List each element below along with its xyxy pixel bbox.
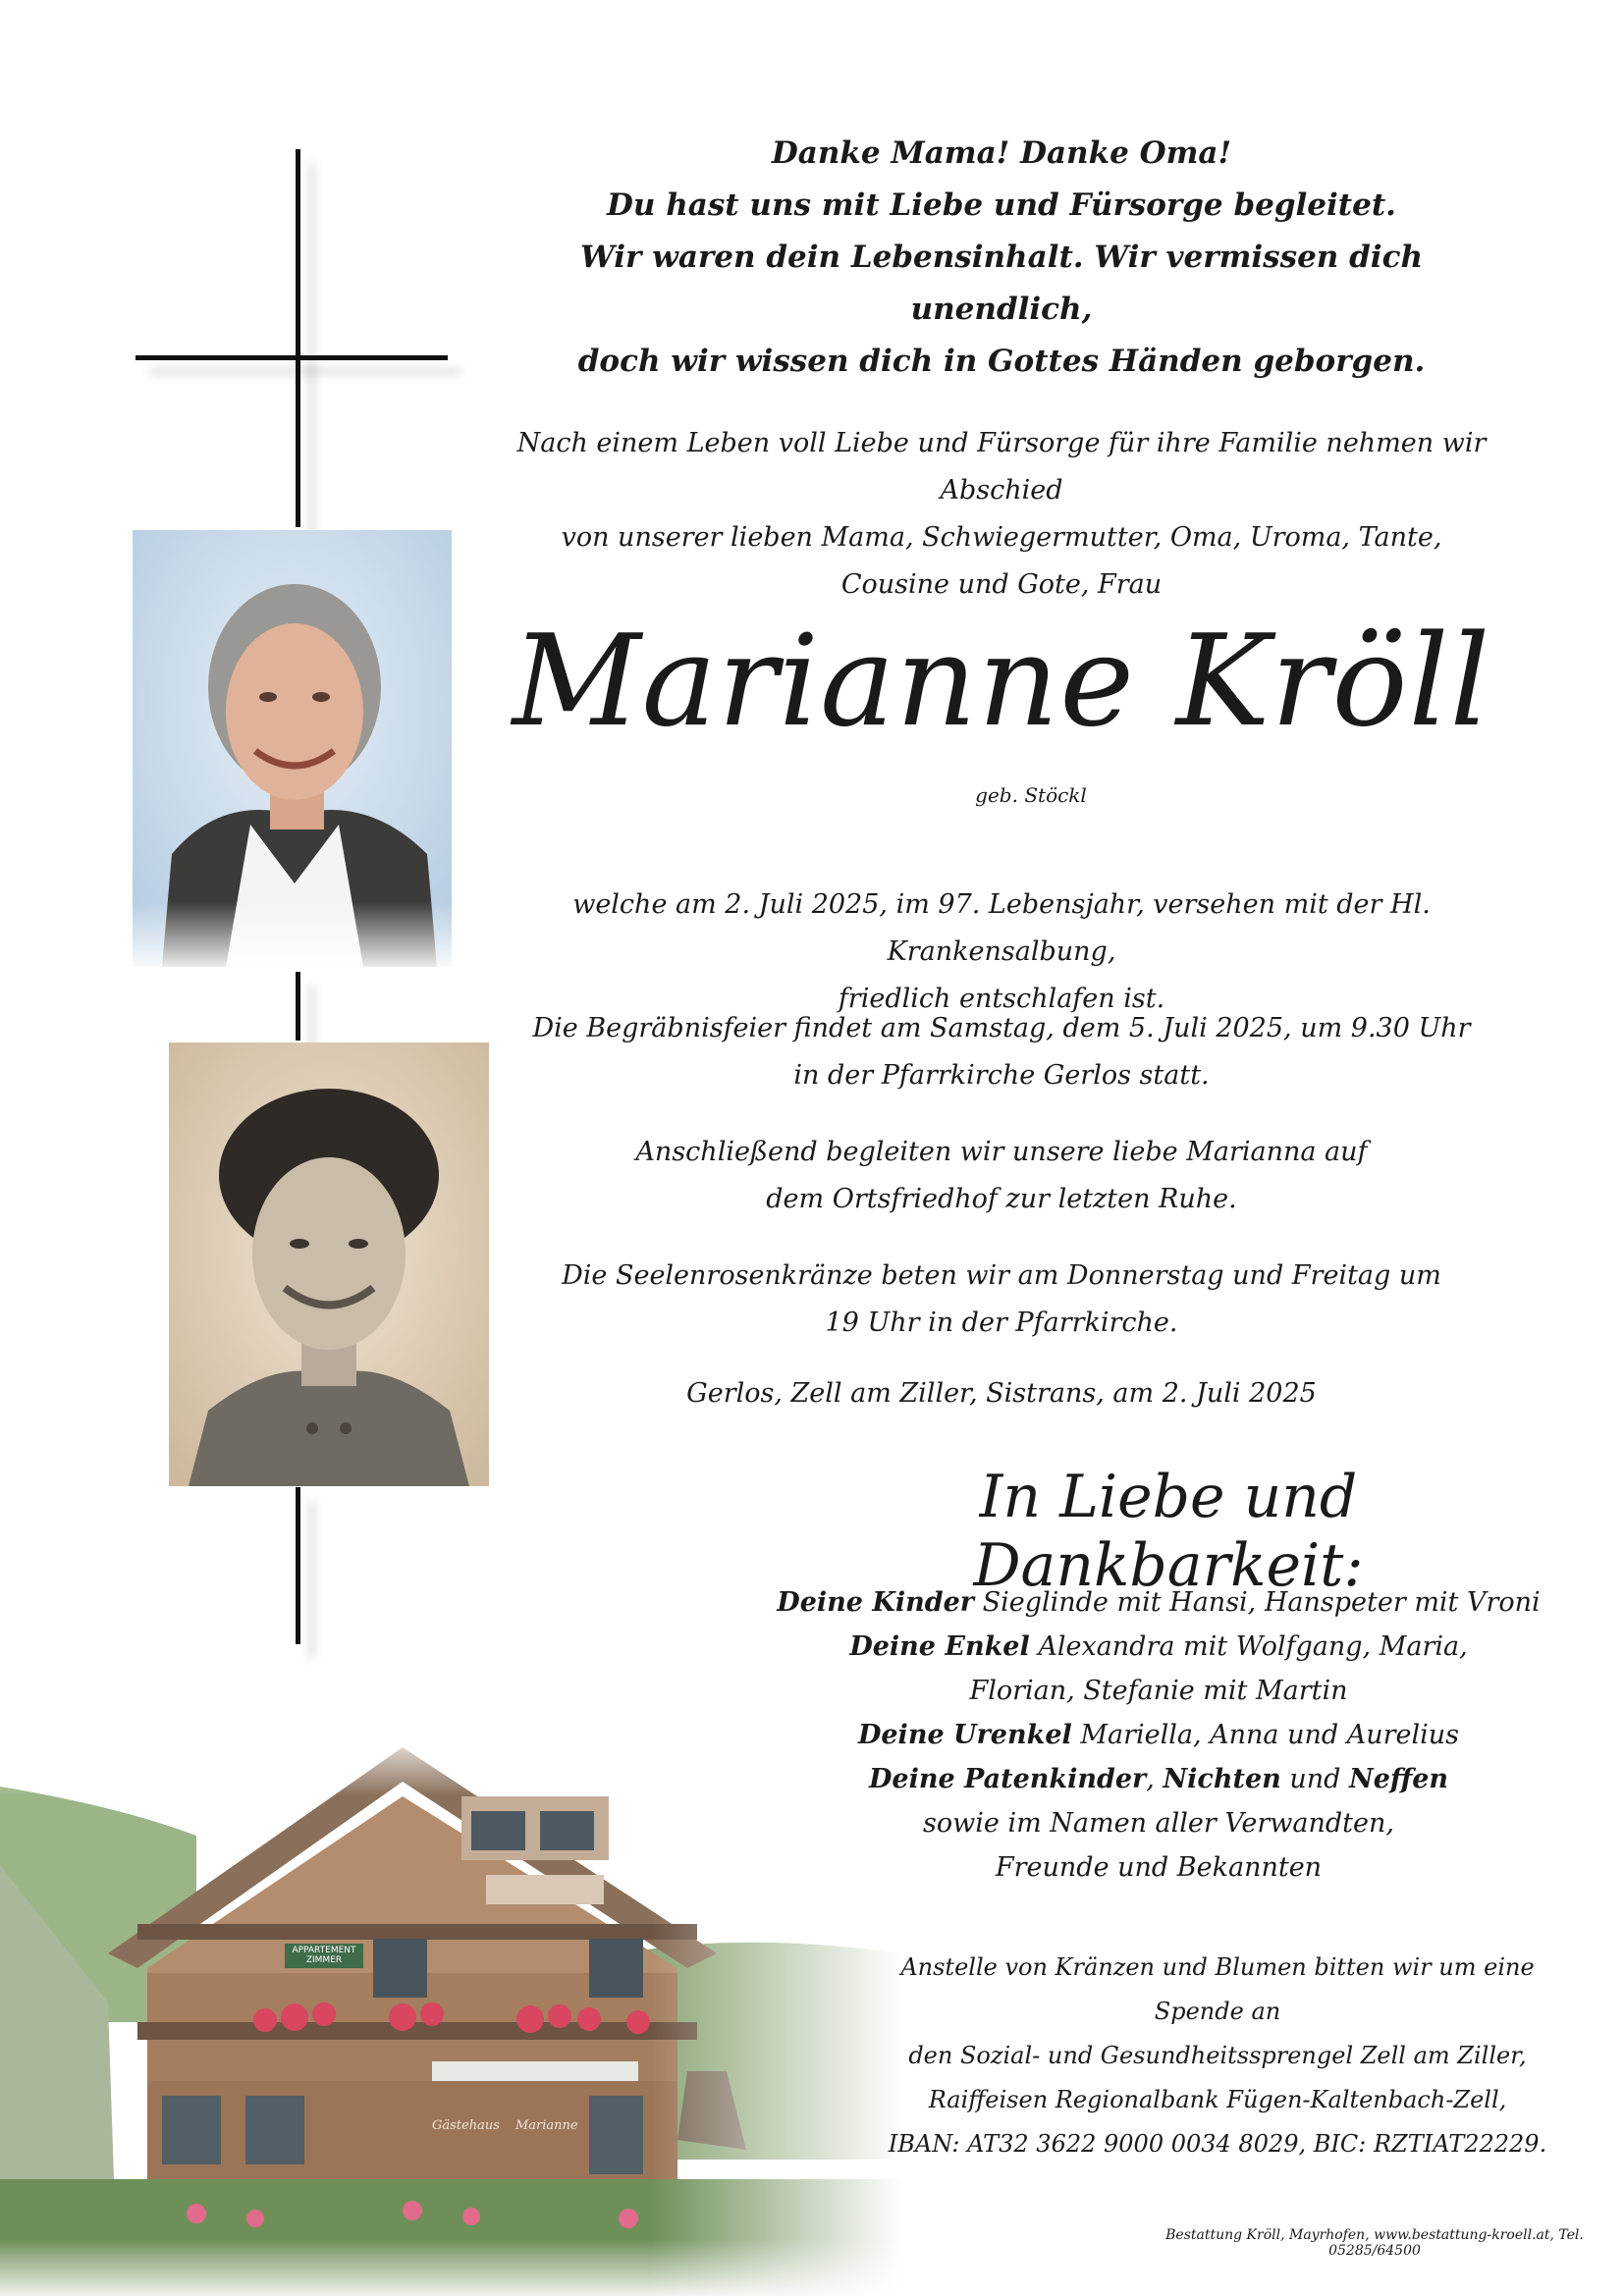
intro-text	[491, 420, 1512, 609]
place-date: Gerlos, Zell am Ziller, Sistrans, am 2. Juli 2025	[686, 1378, 1317, 1409]
motto-text	[511, 128, 1492, 388]
house-sign-apartment: APPARTEMENT ZIMMER	[292, 1946, 356, 1965]
family-line-great-grandchildren: Deine Urenkel Mariella, Anna und Aurelius	[857, 1720, 1460, 1750]
burial-line: Anschließend begleiten wir unsere liebe Marianna auf	[635, 1137, 1368, 1167]
funeral-line: Die Begräbnisfeier findet am Samstag, dem 5. Juli 2025, um 9.30 Uhr	[532, 1013, 1471, 1043]
intro-line: Nach einem Leben voll Liebe und Fürsorge für ihre Familie nehmen wir Abschied	[516, 428, 1487, 506]
death-notice-line: friedlich entschlafen ist.	[838, 984, 1165, 1014]
funeral-info	[491, 1005, 1512, 1099]
burial-info	[491, 1129, 1512, 1223]
donation-line: Anstelle von Kränzen und Blumen bitten wir um eine Spende an	[900, 1953, 1535, 2025]
burial-line: dem Ortsfriedhof zur letzten Ruhe.	[766, 1184, 1237, 1214]
portrait-young-photo	[169, 1042, 489, 1486]
intro-line: Cousine und Gote, Frau	[840, 569, 1163, 600]
house-sign-guesthouse: Gästehaus	[432, 2118, 500, 2133]
rosary-info	[491, 1253, 1512, 1347]
rosary-line: Die Seelenrosenkränze beten wir am Donnerstag und Freitag um	[562, 1260, 1441, 1291]
motto-line: doch wir wissen dich in Gottes Händen geborgen.	[577, 344, 1426, 379]
family-line-relatives: sowie im Namen aller Verwandten,	[923, 1808, 1394, 1839]
rosary-line: 19 Uhr in der Pfarrkirche.	[825, 1308, 1178, 1338]
motto-line: Wir waren dein Lebensinhalt. Wir vermissen dich unendlich,	[579, 240, 1423, 327]
death-notice-line: welche am 2. Juli 2025, im 97. Lebensjahr, versehen mit der Hl. Krankensalbung,	[572, 889, 1431, 967]
motto-line: Danke Mama! Danke Oma!	[771, 135, 1232, 171]
footer-imprint: Bestattung Kröll, Mayrhofen, www.bestattung-kroell.at, Tel. 05285/64500	[1165, 2227, 1584, 2259]
deceased-name: Marianne Kröll	[512, 609, 1491, 755]
family-line-children: Deine Kinder Sieglinde mit Hansi, Hanspeter mit Vroni	[777, 1587, 1541, 1618]
donation-line: den Sozial- und Gesundheitssprengel Zell am Ziller,	[908, 2042, 1527, 2069]
family-line-grandchildren: Deine Enkel Alexandra mit Wolfgang, Maria,	[849, 1631, 1468, 1662]
house-sign-owner: Marianne	[515, 2118, 578, 2133]
maiden-name: geb. Stöckl	[975, 783, 1087, 807]
cross-crossbar	[135, 355, 448, 360]
donation-line: Raiffeisen Regionalbank Fügen-Kaltenbach-Zell,	[928, 2086, 1507, 2113]
portrait-recent-photo	[133, 530, 452, 967]
intro-line: von unserer lieben Mama, Schwiegermutter, Oma, Uroma, Tante,	[561, 522, 1442, 553]
family-line-godchildren: Deine Patenkinder, Nichten und Neffen	[868, 1764, 1449, 1794]
family-line-grandchildren-cont: Florian, Stefanie mit Martin	[969, 1676, 1348, 1706]
death-notice	[491, 881, 1512, 1023]
donation-line: IBAN: AT32 3622 9000 0034 8029, BIC: RZTIAT22229.	[888, 2130, 1547, 2158]
cross-lower-beam	[296, 1487, 300, 1644]
cross-middle-beam	[296, 972, 300, 1041]
motto-line: Du hast uns mit Liebe und Fürsorge begleitet.	[607, 187, 1396, 223]
cross-upper-beam	[296, 149, 300, 527]
funeral-line: in der Pfarrkirche Gerlos statt.	[793, 1060, 1210, 1091]
family-line-friends: Freunde und Bekannten	[995, 1852, 1323, 1883]
thanks-title: In Liebe und Dankbarkeit:	[973, 1463, 1364, 1600]
donation-info	[864, 1946, 1571, 2166]
family-list	[766, 1580, 1551, 1890]
